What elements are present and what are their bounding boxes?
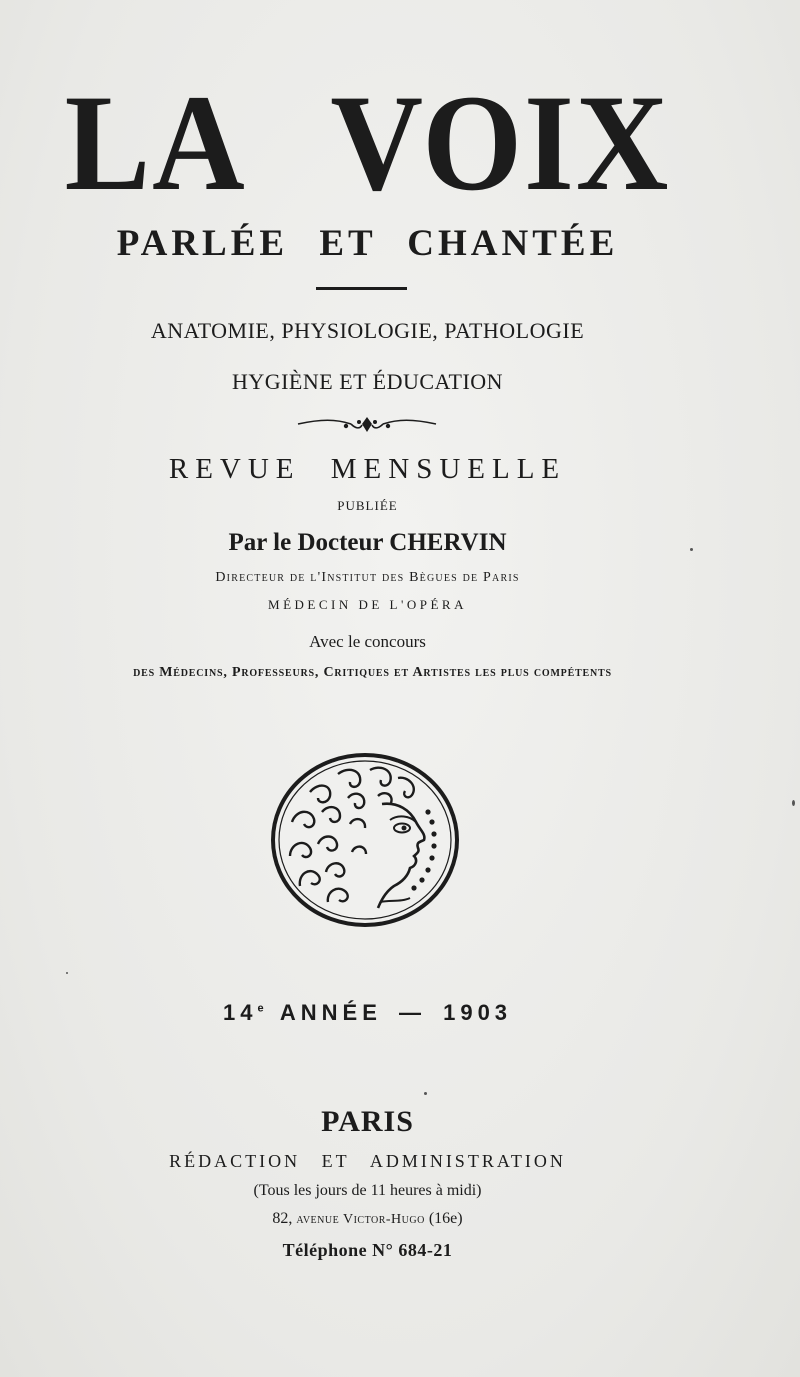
year-line — [0, 1000, 735, 1026]
editor-line: Par le Docteur CHERVIN — [228, 529, 507, 556]
contributors-line: des Médecins, Professeurs, Critiques et Artistes les plus compétents — [133, 665, 612, 680]
ornamental-fleuron-icon — [296, 413, 438, 435]
paper-speck — [424, 1092, 427, 1095]
journal-title-right: VOIX — [330, 66, 671, 219]
address-line — [0, 1210, 735, 1228]
paper-speck — [792, 800, 795, 806]
topics-line-2: HYGIÈNE ET ÉDUCATION — [231, 369, 504, 394]
phone-line: Téléphone N° 684-21 — [282, 1240, 453, 1260]
hours-line: (Tous les jours de 11 heures à midi) — [253, 1182, 482, 1199]
publication-type: REVUE MENSUELLE — [168, 453, 567, 485]
year-number: 14 — [222, 1000, 258, 1025]
topics-line-1: ANATOMIE, PHYSIOLOGIE, PATHOLOGIE — [150, 318, 585, 343]
published-label: PUBLIÉE — [337, 498, 398, 513]
address-number: 82, — [272, 1210, 293, 1227]
year-rest: ANNÉE — 1903 — [279, 1000, 513, 1025]
title-rule — [316, 287, 407, 290]
city: PARIS — [321, 1105, 414, 1138]
journal-title-left: LA — [64, 66, 247, 219]
paper-speck — [690, 548, 693, 551]
redaction-line: RÉDACTION ET ADMINISTRATION — [169, 1151, 566, 1171]
year-suffix: e — [257, 1002, 264, 1015]
address-street: avenue Victor-Hugo — [296, 1212, 425, 1227]
journal-subtitle: PARLÉE ET CHANTÉE — [116, 223, 619, 264]
address-arrondissement: (16e) — [428, 1210, 463, 1227]
journal-title — [26, 66, 710, 219]
celtic-coin-head-icon — [270, 752, 460, 928]
editor-title-2: MÉDECIN DE L'OPÉRA — [268, 597, 467, 612]
concours-line: Avec le concours — [309, 632, 426, 651]
paper-speck — [66, 972, 68, 974]
editor-title: Directeur de l'Institut des Bègues de Paris — [215, 570, 520, 585]
